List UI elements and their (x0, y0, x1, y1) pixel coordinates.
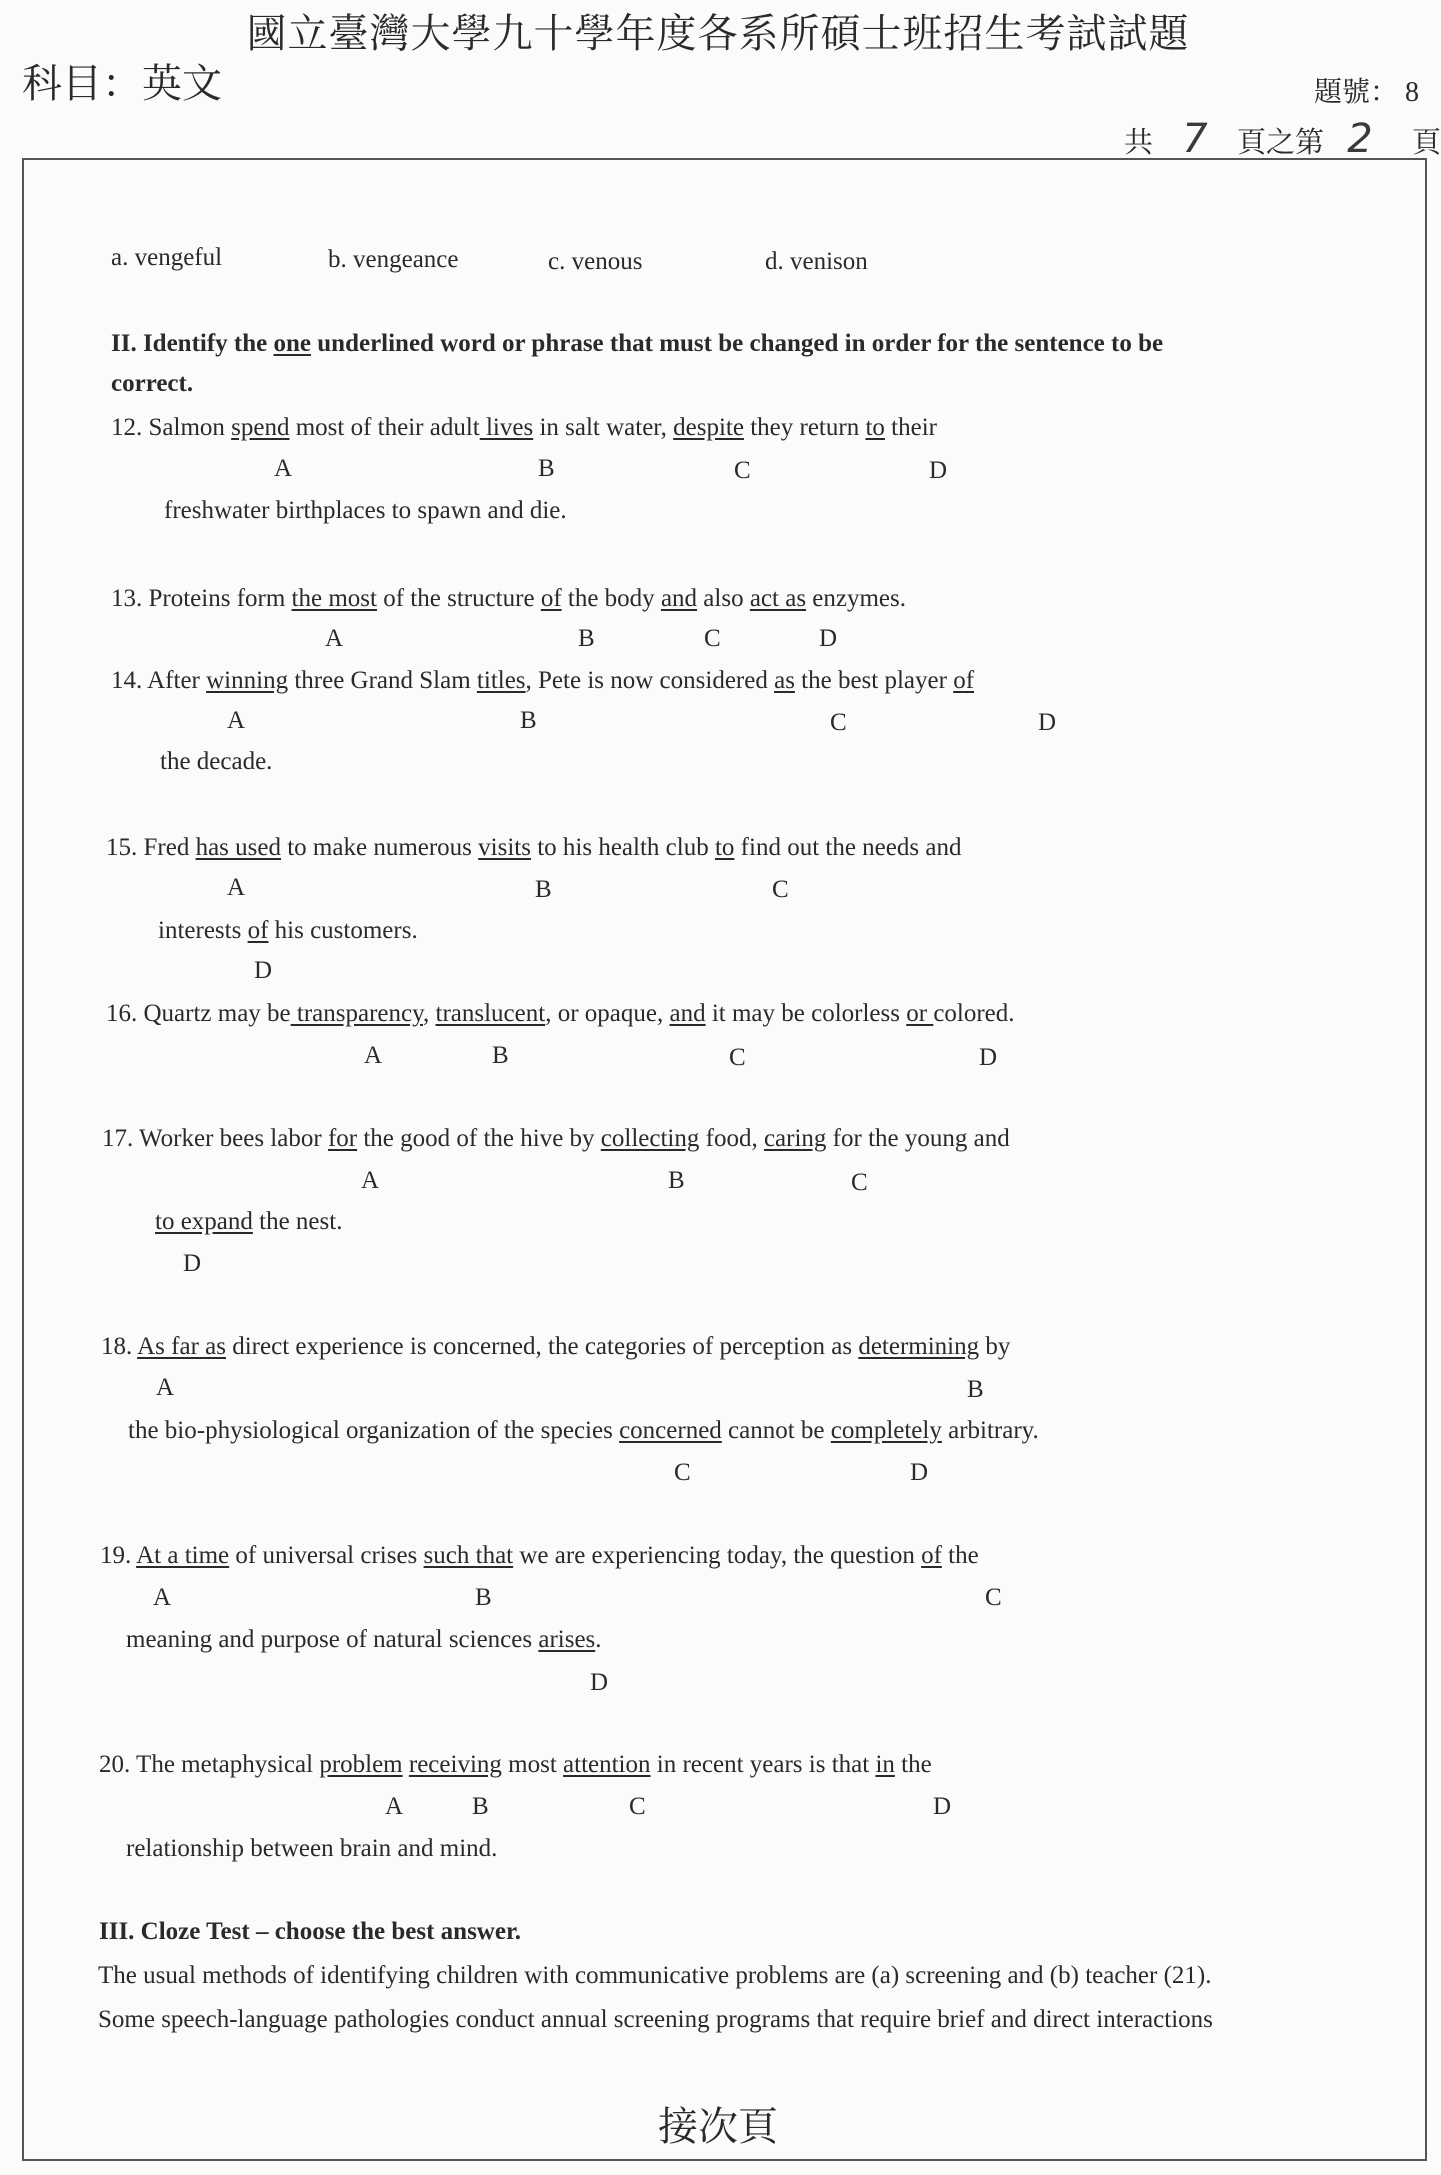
q19-line1: 19. At a time of universal crises such that we are experiencing today, the question of the (100, 1542, 979, 1569)
q19-label-a: A (153, 1584, 172, 1611)
q11-option-a: a. vengeful (111, 244, 223, 271)
pages-suffix: 頁 (1411, 127, 1441, 159)
q18-label-a: A (156, 1374, 175, 1401)
q13-label-b: B (578, 625, 595, 652)
section3-paragraph-line1: The usual methods of identifying children with communicative problems are (a) screening and (b) teacher (21). (98, 1962, 1212, 1989)
q19-line2: meaning and purpose of natural sciences arises. (126, 1626, 602, 1653)
q12-line1: 12. Salmon spend most of their adult lives in salt water, despite they return to their (111, 414, 937, 441)
q15-line2: interests of his customers. (158, 917, 418, 944)
q14-line2: the decade. (160, 748, 273, 775)
q19-label-b: B (475, 1584, 492, 1611)
q20-line2: relationship between brain and mind. (126, 1835, 498, 1862)
q12-line2: freshwater birthplaces to spawn and die. (164, 497, 567, 524)
q18-label-b: B (967, 1376, 984, 1403)
q13-label-d: D (819, 625, 838, 652)
subject-label: 科目：英文 (22, 61, 222, 106)
q16-line1: 16. Quartz may be transparency, translucent, or opaque, and it may be colorless or colored. (106, 1000, 1015, 1027)
page-current: 2 (1347, 116, 1373, 162)
q16-label-c: C (729, 1044, 746, 1071)
q13-label-a: A (325, 625, 344, 652)
q14-label-b: B (520, 707, 537, 734)
q16-label-d: D (979, 1044, 998, 1071)
q13-line1: 13. Proteins form the most of the structure of the body and also act as enzymes. (111, 585, 907, 612)
section2-heading-line2: correct. (111, 370, 194, 397)
q13-label-c: C (704, 625, 721, 652)
q20-line1: 20. The metaphysical problem receiving most attention in recent years is that in the (99, 1751, 932, 1778)
pages-total: 7 (1182, 116, 1208, 162)
q16-label-b: B (492, 1042, 509, 1069)
page-info (1124, 116, 1441, 162)
q17-label-b: B (668, 1167, 685, 1194)
q11-option-d: d. venison (765, 248, 868, 275)
q12-label-c: C (734, 457, 751, 484)
continue-next-page-note: 接次頁 (658, 2104, 778, 2150)
q14-label-c: C (830, 709, 847, 736)
q14-line1: 14. After winning three Grand Slam titles, Pete is now considered as the best player of (111, 667, 975, 694)
q18-line1: 18. As far as direct experience is concerned, the categories of perception as determining by (101, 1333, 1011, 1360)
q17-label-c: C (851, 1169, 868, 1196)
q15-label-d: D (254, 957, 273, 984)
q17-label-d: D (183, 1250, 202, 1277)
pages-mid: 頁之第 (1236, 127, 1324, 159)
section3-heading: III. Cloze Test – choose the best answer. (99, 1918, 521, 1945)
q15-label-c: C (772, 876, 789, 903)
q17-label-a: A (361, 1167, 380, 1194)
section3-paragraph-line2: Some speech-language pathologies conduct annual screening programs that require brief and direct interactions (98, 2006, 1213, 2033)
pages-total-prefix: 共 (1124, 127, 1154, 159)
q11-option-b: b. vengeance (328, 246, 459, 273)
q17-line1: 17. Worker bees labor for the good of the hive by collecting food, caring for the young and (102, 1125, 1010, 1152)
q18-label-d: D (910, 1459, 929, 1486)
q19-label-d: D (590, 1669, 609, 1696)
q11-option-c: c. venous (548, 248, 643, 275)
q19-label-c: C (985, 1584, 1002, 1611)
q15-label-a: A (227, 874, 246, 901)
q12-label-a: A (274, 455, 293, 482)
q14-label-d: D (1038, 709, 1057, 736)
q18-line2: the bio-physiological organization of the species concerned cannot be completely arbitrary. (128, 1417, 1039, 1444)
q12-label-b: B (538, 455, 555, 482)
q20-label-d: D (933, 1793, 952, 1820)
q20-label-c: C (629, 1793, 646, 1820)
q18-label-c: C (674, 1459, 691, 1486)
q15-line1: 15. Fred has used to make numerous visits to his health club to find out the needs and (106, 834, 962, 861)
q12-label-d: D (929, 457, 948, 484)
exam-title: 國立臺灣大學九十學年度各系所碩士班招生考試試題 (246, 11, 1190, 56)
q17-line2: to expand the nest. (155, 1208, 343, 1235)
q15-label-b: B (535, 876, 552, 903)
q16-label-a: A (364, 1042, 383, 1069)
q14-label-a: A (227, 707, 246, 734)
q20-label-a: A (385, 1793, 404, 1820)
question-number: 題號： 8 (1314, 77, 1420, 108)
q20-label-b: B (472, 1793, 489, 1820)
section2-heading: II. Identify the one underlined word or phrase that must be changed in order for the sentence to be (111, 330, 1164, 357)
